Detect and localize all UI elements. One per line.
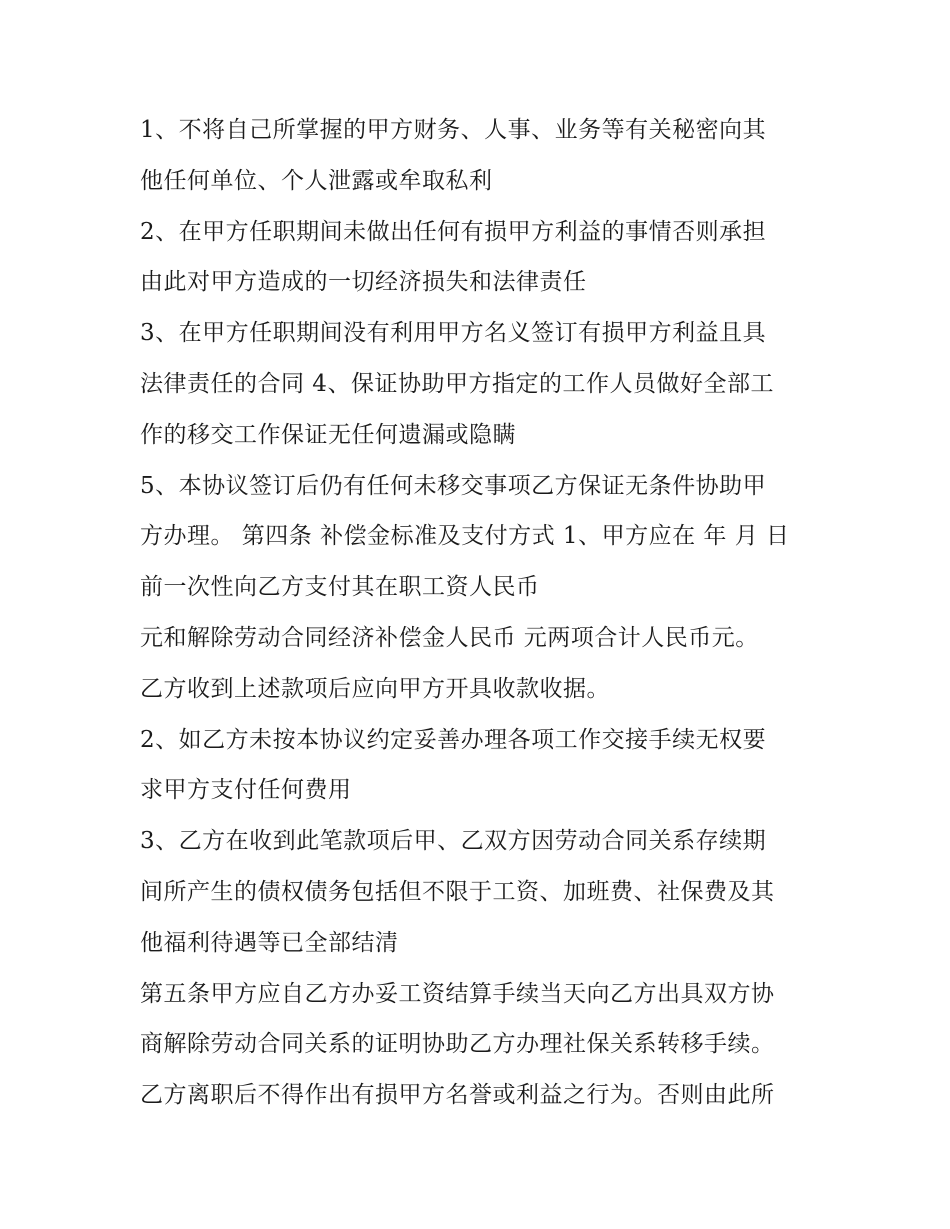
text-line: 5、本协议签订后仍有任何未移交事项乙方保证无条件协助甲 [140,472,767,499]
text-line: 2、在甲方任职期间未做出任何有损甲方利益的事情否则承担 [140,218,767,245]
text-line: 2、如乙方未按本协议约定妥善办理各项工作交接手续无权要 [140,726,767,753]
text-line: 商解除劳动合同关系的证明协助乙方办理社保关系转移手续。 [140,1031,775,1058]
text-line: 求甲方支付任何费用 [140,777,352,804]
text-line: 他任何单位、个人泄露或牟取私利 [140,167,493,194]
text-line: 乙方离职后不得作出有损甲方名誉或利益之行为。否则由此所 [140,1082,775,1109]
text-line: 间所产生的债权债务包括但不限于工资、加班费、社保费及其 [140,878,775,905]
text-line: 法律责任的合同 4、保证协助甲方指定的工作人员做好全部工 [140,370,774,397]
text-line: 乙方收到上述款项后应向甲方开具收款收据。 [140,675,610,702]
text-line: 3、乙方在收到此笔款项后甲、乙双方因劳动合同关系存续期 [140,828,767,855]
text-line: 前一次性向乙方支付其在职工资人民币 [140,574,540,601]
text-line: 他福利待遇等已全部结清 [140,929,399,956]
text-line: 3、在甲方任职期间没有利用甲方名义签订有损甲方利益且具 [140,320,767,347]
text-line: 第五条甲方应自乙方办妥工资结算手续当天向乙方出具双方协 [140,980,775,1007]
text-line: 由此对甲方造成的一切经济损失和法律责任 [140,269,587,296]
text-line: 作的移交工作保证无任何遗漏或隐瞒 [140,421,516,448]
text-line: 元和解除劳动合同经济补偿金人民币 元两项合计人民币元。 [140,624,759,651]
text-line: 1、不将自己所掌握的甲方财务、人事、业务等有关秘密向其 [140,117,767,143]
document-body [140,105,820,1121]
text-line: 方办理。 第四条 补偿金标准及支付方式 1、甲方应在 年 月 日 [140,523,790,550]
